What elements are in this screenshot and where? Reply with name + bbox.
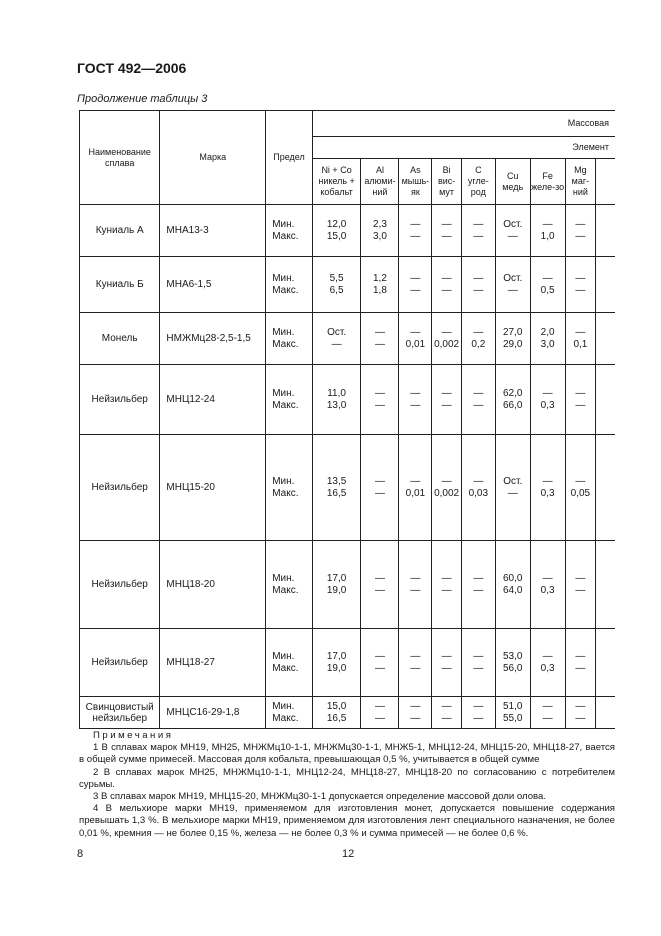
page-number-left: 8 [77, 848, 84, 860]
value-max: — [410, 584, 421, 596]
alloy-grade: МНЦ12-24 [160, 365, 266, 435]
value-min: 11,0 [327, 387, 346, 399]
table-caption: Продолжение таблицы 3 [77, 93, 208, 105]
value-cell [312, 313, 361, 365]
value-max: — [374, 399, 385, 411]
limit-max-label: Макс. [272, 662, 299, 674]
alloy-name: Монель [80, 313, 160, 365]
value-min: Ост. [503, 218, 523, 230]
value-max: 3,0 [372, 230, 387, 242]
value-min: — [473, 700, 484, 712]
element-symbol: Ni + Co [321, 165, 352, 175]
value-cell [565, 257, 596, 313]
value-min: — [374, 475, 385, 487]
alloy-name: Нейзильбер [80, 365, 160, 435]
value-max: — [473, 399, 484, 411]
header-col-spacer [596, 159, 615, 205]
value-min: 5,5 [329, 272, 344, 284]
alloy-grade: МНЦ18-27 [160, 629, 266, 697]
value-cell [495, 205, 530, 257]
value-min: 62,0 [502, 387, 523, 399]
header-element-col [399, 159, 432, 205]
value-cell [361, 435, 399, 541]
value-cell [495, 365, 530, 435]
alloy-grade: НМЖМц28-2,5-1,5 [160, 313, 266, 365]
value-cell [461, 205, 495, 257]
limit-max-label: Макс. [272, 230, 299, 242]
limit-max-label: Макс. [272, 399, 299, 411]
limit-min-label: Мин. [272, 326, 295, 338]
value-max: 0,3 [540, 584, 555, 596]
value-max: — [410, 712, 421, 724]
value-cell [530, 697, 565, 729]
limit-labels [266, 205, 313, 257]
value-max: — [441, 712, 452, 724]
value-cell [361, 541, 399, 629]
element-symbol: Bi [442, 165, 451, 175]
value-cell [495, 257, 530, 313]
value-max: 0,2 [471, 338, 486, 350]
value-max: — [374, 584, 385, 596]
limit-labels [266, 435, 313, 541]
value-min: — [441, 475, 452, 487]
value-cell [399, 629, 432, 697]
value-min: 2,0 [540, 326, 555, 338]
limit-max-label: Макс. [272, 338, 299, 350]
value-min: — [374, 387, 385, 399]
value-cell [399, 205, 432, 257]
value-max: — [507, 230, 518, 242]
value-min: — [441, 218, 452, 230]
value-min: — [441, 700, 452, 712]
value-min: 53,0 [502, 650, 523, 662]
limit-min-label: Мин. [272, 650, 295, 662]
limit-min-label: Мин. [272, 572, 295, 584]
value-max: — [575, 399, 586, 411]
value-max: 0,002 [434, 338, 460, 350]
value-max: — [410, 230, 421, 242]
value-max: 0,03 [468, 487, 489, 499]
value-cell [461, 697, 495, 729]
value-min: — [542, 387, 553, 399]
header-element-col [530, 159, 565, 205]
value-max: — [441, 399, 452, 411]
value-min: — [575, 475, 586, 487]
header-name: Наименование сплава [80, 111, 160, 205]
value-cell [495, 629, 530, 697]
value-min: 27,0 [502, 326, 523, 338]
limit-min-label: Мин. [272, 387, 295, 399]
value-max: 0,5 [540, 284, 555, 296]
value-cell [432, 365, 462, 435]
value-min: — [473, 475, 484, 487]
value-cell [399, 435, 432, 541]
limit-labels [266, 313, 313, 365]
value-max: 19,0 [326, 662, 347, 674]
value-min: — [410, 700, 421, 712]
value-max: 13,0 [326, 399, 347, 411]
value-cell [461, 541, 495, 629]
value-max: — [575, 284, 586, 296]
value-cell [530, 629, 565, 697]
value-max: 64,0 [502, 584, 523, 596]
value-min: — [473, 326, 484, 338]
value-cell [312, 541, 361, 629]
value-min: — [542, 218, 553, 230]
element-symbol: C [475, 165, 482, 175]
alloy-grade: МНЦ15-20 [160, 435, 266, 541]
value-cell [565, 629, 596, 697]
header-element-col [565, 159, 596, 205]
value-cell [312, 365, 361, 435]
value-max: — [441, 662, 452, 674]
value-max: 6,5 [329, 284, 344, 296]
value-max: — [507, 487, 518, 499]
value-cell [432, 697, 462, 729]
value-cell [312, 629, 361, 697]
table-row [80, 697, 616, 729]
element-description: алюми-ний [364, 176, 396, 197]
value-cell [565, 541, 596, 629]
value-cell [565, 313, 596, 365]
value-min: — [575, 572, 586, 584]
value-cell [565, 697, 596, 729]
element-symbol: Fe [542, 170, 553, 181]
value-cell [495, 697, 530, 729]
value-max: 15,0 [326, 230, 347, 242]
value-min: — [441, 326, 452, 338]
table-row [80, 629, 616, 697]
value-max: — [575, 662, 586, 674]
value-cell [399, 257, 432, 313]
note-item: 4 В мельхиоре марки МН19, применяемом для изготовления монет, допускается повышение содержания превышать 1,3 %. В мельхиоре марки МН19, применяемом для изготовления лент специального назначения, не более 0,01 %, кремния — не более 0,15 %, железа — не более 0,3 % и сумма примесей — не более 0,6 %. [79, 803, 615, 839]
value-max: 29,0 [502, 338, 523, 350]
alloy-name: Нейзильбер [80, 629, 160, 697]
alloy-name: Нейзильбер [80, 435, 160, 541]
value-max: — [473, 712, 484, 724]
value-max: 56,0 [502, 662, 523, 674]
table-row [80, 541, 616, 629]
element-symbol: Cu [506, 170, 519, 181]
value-cell [312, 435, 361, 541]
value-min: — [575, 272, 586, 284]
composition-table [79, 110, 615, 729]
value-min: — [410, 272, 421, 284]
limit-min-label: Мин. [272, 475, 295, 487]
limit-min-label: Мин. [272, 218, 295, 230]
value-max: 0,002 [434, 487, 460, 499]
value-max: — [410, 662, 421, 674]
note-item: 2 В сплавах марок МН25, МНЖМц10-1-1, МНЦ12-24, МНЦ18-27, МНЦ18-20 по согласованию с потребителем сурьмы. [79, 766, 615, 790]
value-min: — [575, 218, 586, 230]
value-min: — [374, 326, 385, 338]
limit-labels [266, 541, 313, 629]
value-min: — [575, 700, 586, 712]
value-cell [530, 365, 565, 435]
element-description: маг-ний [571, 176, 590, 197]
value-cell [461, 257, 495, 313]
value-min: — [374, 572, 385, 584]
value-min: — [473, 572, 484, 584]
value-min: — [410, 387, 421, 399]
value-min: — [473, 272, 484, 284]
value-cell-cut [596, 629, 615, 697]
value-min: 15,0 [326, 700, 347, 712]
value-cell-cut [596, 697, 615, 729]
limit-max-label: Макс. [272, 487, 299, 499]
value-min: — [575, 326, 586, 338]
value-cell [312, 697, 361, 729]
value-cell [361, 313, 399, 365]
alloy-name: Нейзильбер [80, 541, 160, 629]
value-cell [399, 365, 432, 435]
value-cell [432, 257, 462, 313]
limit-max-label: Макс. [272, 284, 299, 296]
notes-title: Примечания [93, 730, 174, 741]
value-cell [399, 541, 432, 629]
alloy-grade: МНЦ18-20 [160, 541, 266, 629]
value-cell-cut [596, 205, 615, 257]
value-cell-cut [596, 435, 615, 541]
value-min: — [374, 650, 385, 662]
value-max: — [410, 284, 421, 296]
table-row [80, 257, 616, 313]
limit-min-label: Мин. [272, 272, 295, 284]
header-element-col [432, 159, 462, 205]
element-description: мышь-як [401, 176, 430, 197]
alloy-name: Куниаль А [80, 205, 160, 257]
element-symbol: As [410, 165, 421, 175]
value-max: — [575, 712, 586, 724]
header-limit: Предел [266, 111, 313, 205]
value-min: — [410, 326, 421, 338]
value-cell-cut [596, 257, 615, 313]
value-min: — [410, 475, 421, 487]
value-max: 16,5 [326, 712, 347, 724]
note-item: 3 В сплавах марок МН19, МНЦ15-20, МНЖМц30-1-1 допускается определение массовой доли олова. [93, 791, 547, 803]
limit-min-label: Мин. [272, 700, 295, 712]
value-min: — [473, 650, 484, 662]
value-cell [461, 365, 495, 435]
value-min: Ост. [503, 272, 523, 284]
value-max: — [374, 712, 385, 724]
value-min: — [410, 650, 421, 662]
value-max: 19,0 [326, 584, 347, 596]
value-min: 17,0 [326, 650, 347, 662]
value-cell [461, 313, 495, 365]
value-cell [495, 313, 530, 365]
value-max: — [473, 284, 484, 296]
value-cell [399, 313, 432, 365]
value-max: 0,3 [540, 399, 555, 411]
value-min: 1,2 [372, 272, 387, 284]
value-max: 0,05 [570, 487, 591, 499]
value-max: 66,0 [502, 399, 523, 411]
value-cell [312, 205, 361, 257]
alloy-name: Куниаль Б [80, 257, 160, 313]
element-symbol: Al [375, 165, 384, 175]
value-max: 16,5 [326, 487, 347, 499]
value-min: 2,3 [372, 218, 387, 230]
value-cell [361, 257, 399, 313]
header-element-col [461, 159, 495, 205]
value-min: Ост. [503, 475, 523, 487]
value-max: — [441, 230, 452, 242]
value-min: — [441, 650, 452, 662]
header-element-col [361, 159, 399, 205]
value-max: 0,1 [573, 338, 588, 350]
table-row [80, 435, 616, 541]
document-title: ГОСТ 492—2006 [77, 60, 187, 76]
value-cell [495, 541, 530, 629]
value-max: — [410, 399, 421, 411]
value-max: 3,0 [540, 338, 555, 350]
header-mass-fraction: Массовая [312, 111, 615, 137]
value-max: — [374, 662, 385, 674]
value-cell [361, 629, 399, 697]
value-min: — [575, 650, 586, 662]
value-max: 1,0 [540, 230, 555, 242]
value-cell [530, 313, 565, 365]
page-number-center: 12 [342, 848, 355, 860]
value-min: — [473, 218, 484, 230]
value-max: 1,8 [372, 284, 387, 296]
value-max: 0,3 [540, 487, 555, 499]
element-description: никель + кобальт [318, 176, 355, 197]
value-max: — [575, 230, 586, 242]
value-cell [361, 697, 399, 729]
value-min: — [542, 572, 553, 584]
header-element: Элемент [312, 137, 615, 159]
value-cell [361, 365, 399, 435]
element-description: угле-род [467, 176, 489, 197]
element-description: желе-зо [531, 181, 565, 192]
value-cell [432, 435, 462, 541]
value-cell [432, 313, 462, 365]
value-min: Ост. [327, 326, 347, 338]
value-min: 12,0 [326, 218, 347, 230]
value-max: 0,01 [405, 487, 426, 499]
limit-max-label: Макс. [272, 584, 299, 596]
value-cell [530, 257, 565, 313]
value-cell [530, 205, 565, 257]
value-min: — [542, 475, 553, 487]
value-max: 0,01 [405, 338, 426, 350]
limit-labels [266, 365, 313, 435]
value-min: — [542, 700, 553, 712]
value-cell [530, 435, 565, 541]
value-max: 0,3 [540, 662, 555, 674]
header-grade: Марка [160, 111, 266, 205]
value-cell-cut [596, 313, 615, 365]
value-cell [495, 435, 530, 541]
limit-labels [266, 629, 313, 697]
value-cell [461, 629, 495, 697]
value-min: 60,0 [502, 572, 523, 584]
table-row [80, 365, 616, 435]
value-min: — [542, 650, 553, 662]
header-element-col [312, 159, 361, 205]
element-description: медь [502, 181, 524, 192]
value-min: — [441, 572, 452, 584]
value-min: — [441, 387, 452, 399]
limit-max-label: Макс. [272, 712, 299, 724]
notes-section [79, 730, 615, 840]
alloy-grade: МНА6-1,5 [160, 257, 266, 313]
value-cell [565, 205, 596, 257]
table-row [80, 313, 616, 365]
value-cell [432, 541, 462, 629]
limit-labels [266, 257, 313, 313]
value-cell [565, 365, 596, 435]
alloy-grade: МНЦС16-29-1,8 [160, 697, 266, 729]
value-min: — [410, 218, 421, 230]
value-cell-cut [596, 541, 615, 629]
value-max: — [507, 284, 518, 296]
value-min: — [441, 272, 452, 284]
limit-labels [266, 697, 313, 729]
value-cell-cut [596, 365, 615, 435]
value-cell [432, 205, 462, 257]
value-min: 51,0 [502, 700, 523, 712]
alloy-name: Свинцовистый нейзильбер [80, 697, 160, 729]
value-min: — [374, 700, 385, 712]
value-cell [461, 435, 495, 541]
value-cell [312, 257, 361, 313]
element-description: вис-мут [437, 176, 456, 197]
value-min: — [473, 387, 484, 399]
value-min: — [575, 387, 586, 399]
value-max: 55,0 [502, 712, 523, 724]
value-max: — [473, 662, 484, 674]
value-max: — [473, 584, 484, 596]
value-min: — [410, 572, 421, 584]
element-symbol: Mg [574, 165, 587, 175]
value-max: — [374, 487, 385, 499]
value-max: — [441, 584, 452, 596]
value-max: — [441, 284, 452, 296]
value-cell [361, 205, 399, 257]
value-max: — [473, 230, 484, 242]
value-min: 13,5 [326, 475, 347, 487]
table-row [80, 205, 616, 257]
value-cell [565, 435, 596, 541]
value-cell [432, 629, 462, 697]
value-max: — [575, 584, 586, 596]
value-max: — [331, 338, 342, 350]
value-min: — [542, 272, 553, 284]
value-max: — [542, 712, 553, 724]
value-cell [530, 541, 565, 629]
value-max: — [374, 338, 385, 350]
value-min: 17,0 [326, 572, 347, 584]
note-item: 1 В сплавах марок МН19, МН25, МНЖМц10-1-1, МНЖМц30-1-1, МНЖ5-1, МНЦ12-24, МНЦ15-20, МНЦ18-27, вается в общей сумме примесей. Массовая доля кобальта, превышающая 0,5 %, учитывается в общей сумме [79, 742, 615, 766]
value-cell [399, 697, 432, 729]
header-element-col [495, 159, 530, 205]
alloy-grade: МНА13-3 [160, 205, 266, 257]
